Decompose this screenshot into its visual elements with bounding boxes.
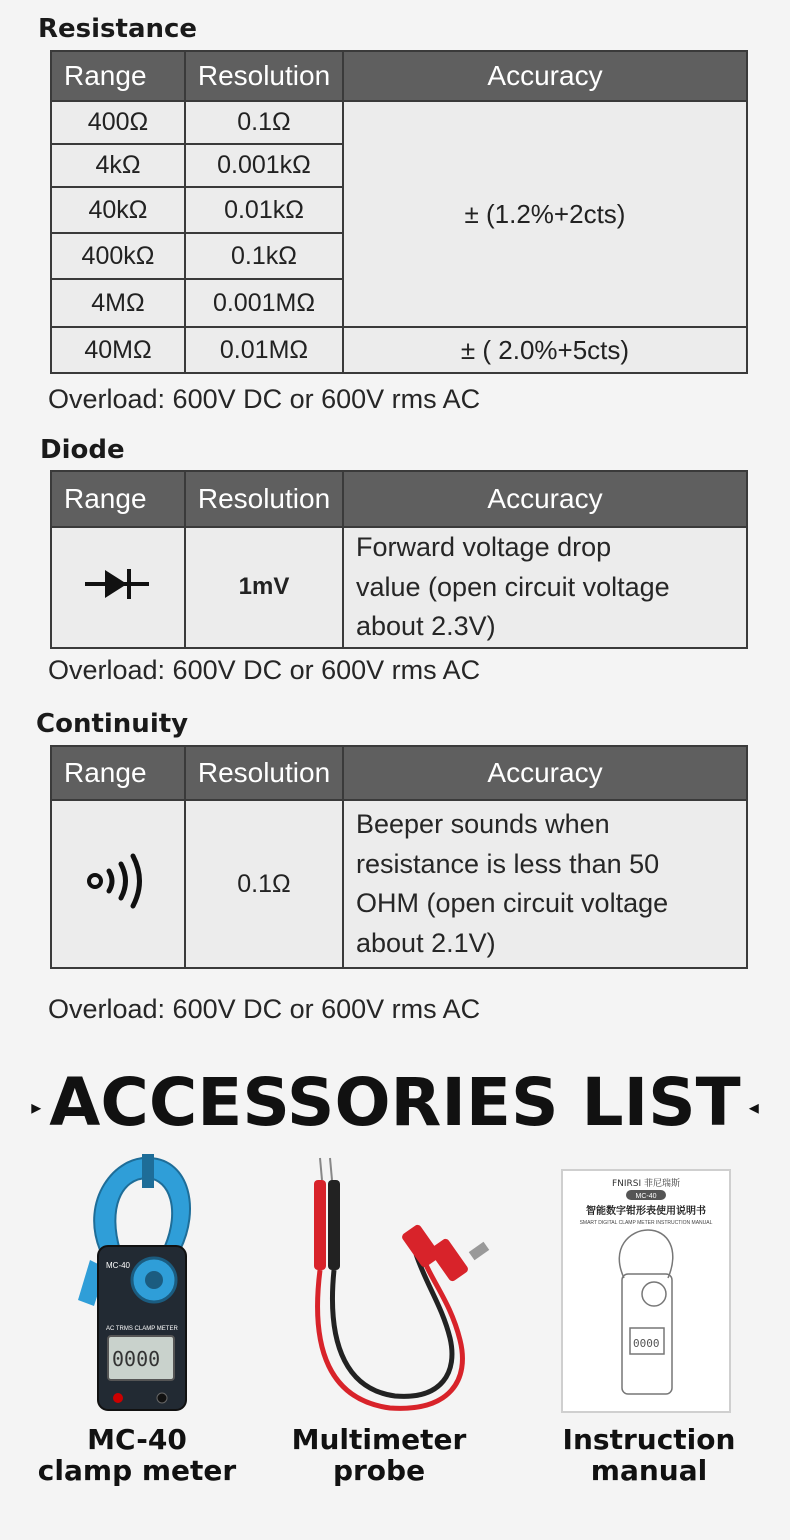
manual-display-text: 0000: [633, 1337, 660, 1350]
accuracy-line: value (open circuit voltage: [356, 571, 670, 602]
accuracy-line: Forward voltage drop: [356, 532, 612, 562]
header-range: Range: [51, 746, 185, 800]
range-cell: 400kΩ: [51, 233, 185, 279]
accuracy-cell: ± (1.2%+2cts): [343, 101, 747, 327]
accessory-manual: [560, 1168, 740, 1419]
continuity-section-title: Continuity: [36, 709, 189, 739]
header-resolution: Resolution: [185, 51, 343, 101]
diode-overload-note: Overload: 600V DC or 600V rms AC: [48, 655, 481, 685]
diode-section-title: Diode: [40, 435, 125, 465]
label-line: clamp meter: [37, 1454, 237, 1487]
manual-model-text: MC-40: [635, 1193, 657, 1200]
accuracy-cell: [343, 800, 747, 968]
triangle-right-icon: ▸: [31, 1094, 42, 1119]
resolution-cell: 0.001kΩ: [185, 144, 343, 187]
test-probe-image: [270, 1150, 510, 1420]
table-row: [51, 101, 747, 144]
resistance-section-title: Resistance: [38, 14, 198, 44]
header-range: Range: [51, 471, 185, 527]
manual-title-en: SMART DIGITAL CLAMP METER INSTRUCTION MANUAL: [579, 1220, 713, 1226]
table-header-row: [51, 471, 747, 527]
header-range: Range: [51, 51, 185, 101]
table-row: [51, 327, 747, 373]
resolution-cell: 0.1Ω: [185, 800, 343, 968]
diode-table: [50, 470, 748, 649]
header-accuracy: Accuracy: [343, 51, 747, 101]
range-cell: [51, 800, 185, 968]
range-cell: 40kΩ: [51, 187, 185, 233]
continuity-overload-note: Overload: 600V DC or 600V rms AC: [48, 994, 481, 1024]
resolution-cell: 0.001MΩ: [185, 279, 343, 327]
diode-icon: [83, 566, 153, 602]
label-line: manual: [590, 1454, 708, 1487]
continuity-beeper-icon: [85, 851, 151, 911]
header-resolution: Resolution: [185, 746, 343, 800]
triangle-left-icon: ◂: [748, 1094, 759, 1119]
accuracy-line: OHM (open circuit voltage: [356, 888, 669, 918]
range-cell: 400Ω: [51, 101, 185, 144]
label-line: probe: [332, 1454, 426, 1487]
label-line: Multimeter: [291, 1423, 467, 1456]
meter-model-text: MC-40: [106, 1261, 131, 1270]
range-cell: 4MΩ: [51, 279, 185, 327]
table-header-row: [51, 746, 747, 800]
range-cell: 4kΩ: [51, 144, 185, 187]
resistance-overload-note: Overload: 600V DC or 600V rms AC: [48, 384, 481, 414]
meter-brand-text: AC TRMS CLAMP METER: [106, 1326, 178, 1332]
label-line: MC-40: [87, 1423, 187, 1456]
resolution-cell: 0.1Ω: [185, 101, 343, 144]
accuracy-cell: ± ( 2.0%+5cts): [343, 327, 747, 373]
manual-brand-text: FNIRSI 菲尼瑞斯: [611, 1179, 681, 1189]
accuracy-line: about 2.3V): [356, 611, 496, 641]
range-cell: [51, 527, 185, 648]
table-header-row: [51, 51, 747, 101]
accessory-probe: [270, 1150, 510, 1425]
accessory-clamp-meter: [20, 1150, 260, 1425]
resolution-cell: 0.1kΩ: [185, 233, 343, 279]
manual-title-cn: 智能数字钳形表使用说明书: [586, 1206, 706, 1217]
accessories-title-text: ACCESSORIES LIST: [49, 1064, 741, 1141]
manual-label: [524, 1424, 774, 1486]
resolution-cell: 0.01MΩ: [185, 327, 343, 373]
accuracy-line: Beeper sounds when: [356, 809, 610, 839]
clamp-meter-image: [20, 1150, 260, 1420]
header-resolution: Resolution: [185, 471, 343, 527]
instruction-manual-image: [560, 1168, 732, 1414]
table-row: [51, 800, 747, 968]
continuity-table: [50, 745, 748, 969]
range-cell: 40MΩ: [51, 327, 185, 373]
label-line: Instruction: [562, 1423, 736, 1456]
clamp-meter-label: [12, 1424, 262, 1486]
header-accuracy: Accuracy: [343, 746, 747, 800]
accuracy-cell: [343, 527, 747, 648]
accuracy-line: resistance is less than 50: [356, 848, 660, 879]
accessories-title: [0, 1064, 790, 1141]
resistance-table: [50, 50, 748, 374]
resolution-cell: 0.01kΩ: [185, 187, 343, 233]
table-row: [51, 527, 747, 648]
meter-display-text: 0000: [112, 1347, 161, 1371]
accuracy-line: about 2.1V): [356, 927, 496, 958]
probe-label: [254, 1424, 504, 1486]
resolution-cell: 1mV: [185, 527, 343, 648]
header-accuracy: Accuracy: [343, 471, 747, 527]
